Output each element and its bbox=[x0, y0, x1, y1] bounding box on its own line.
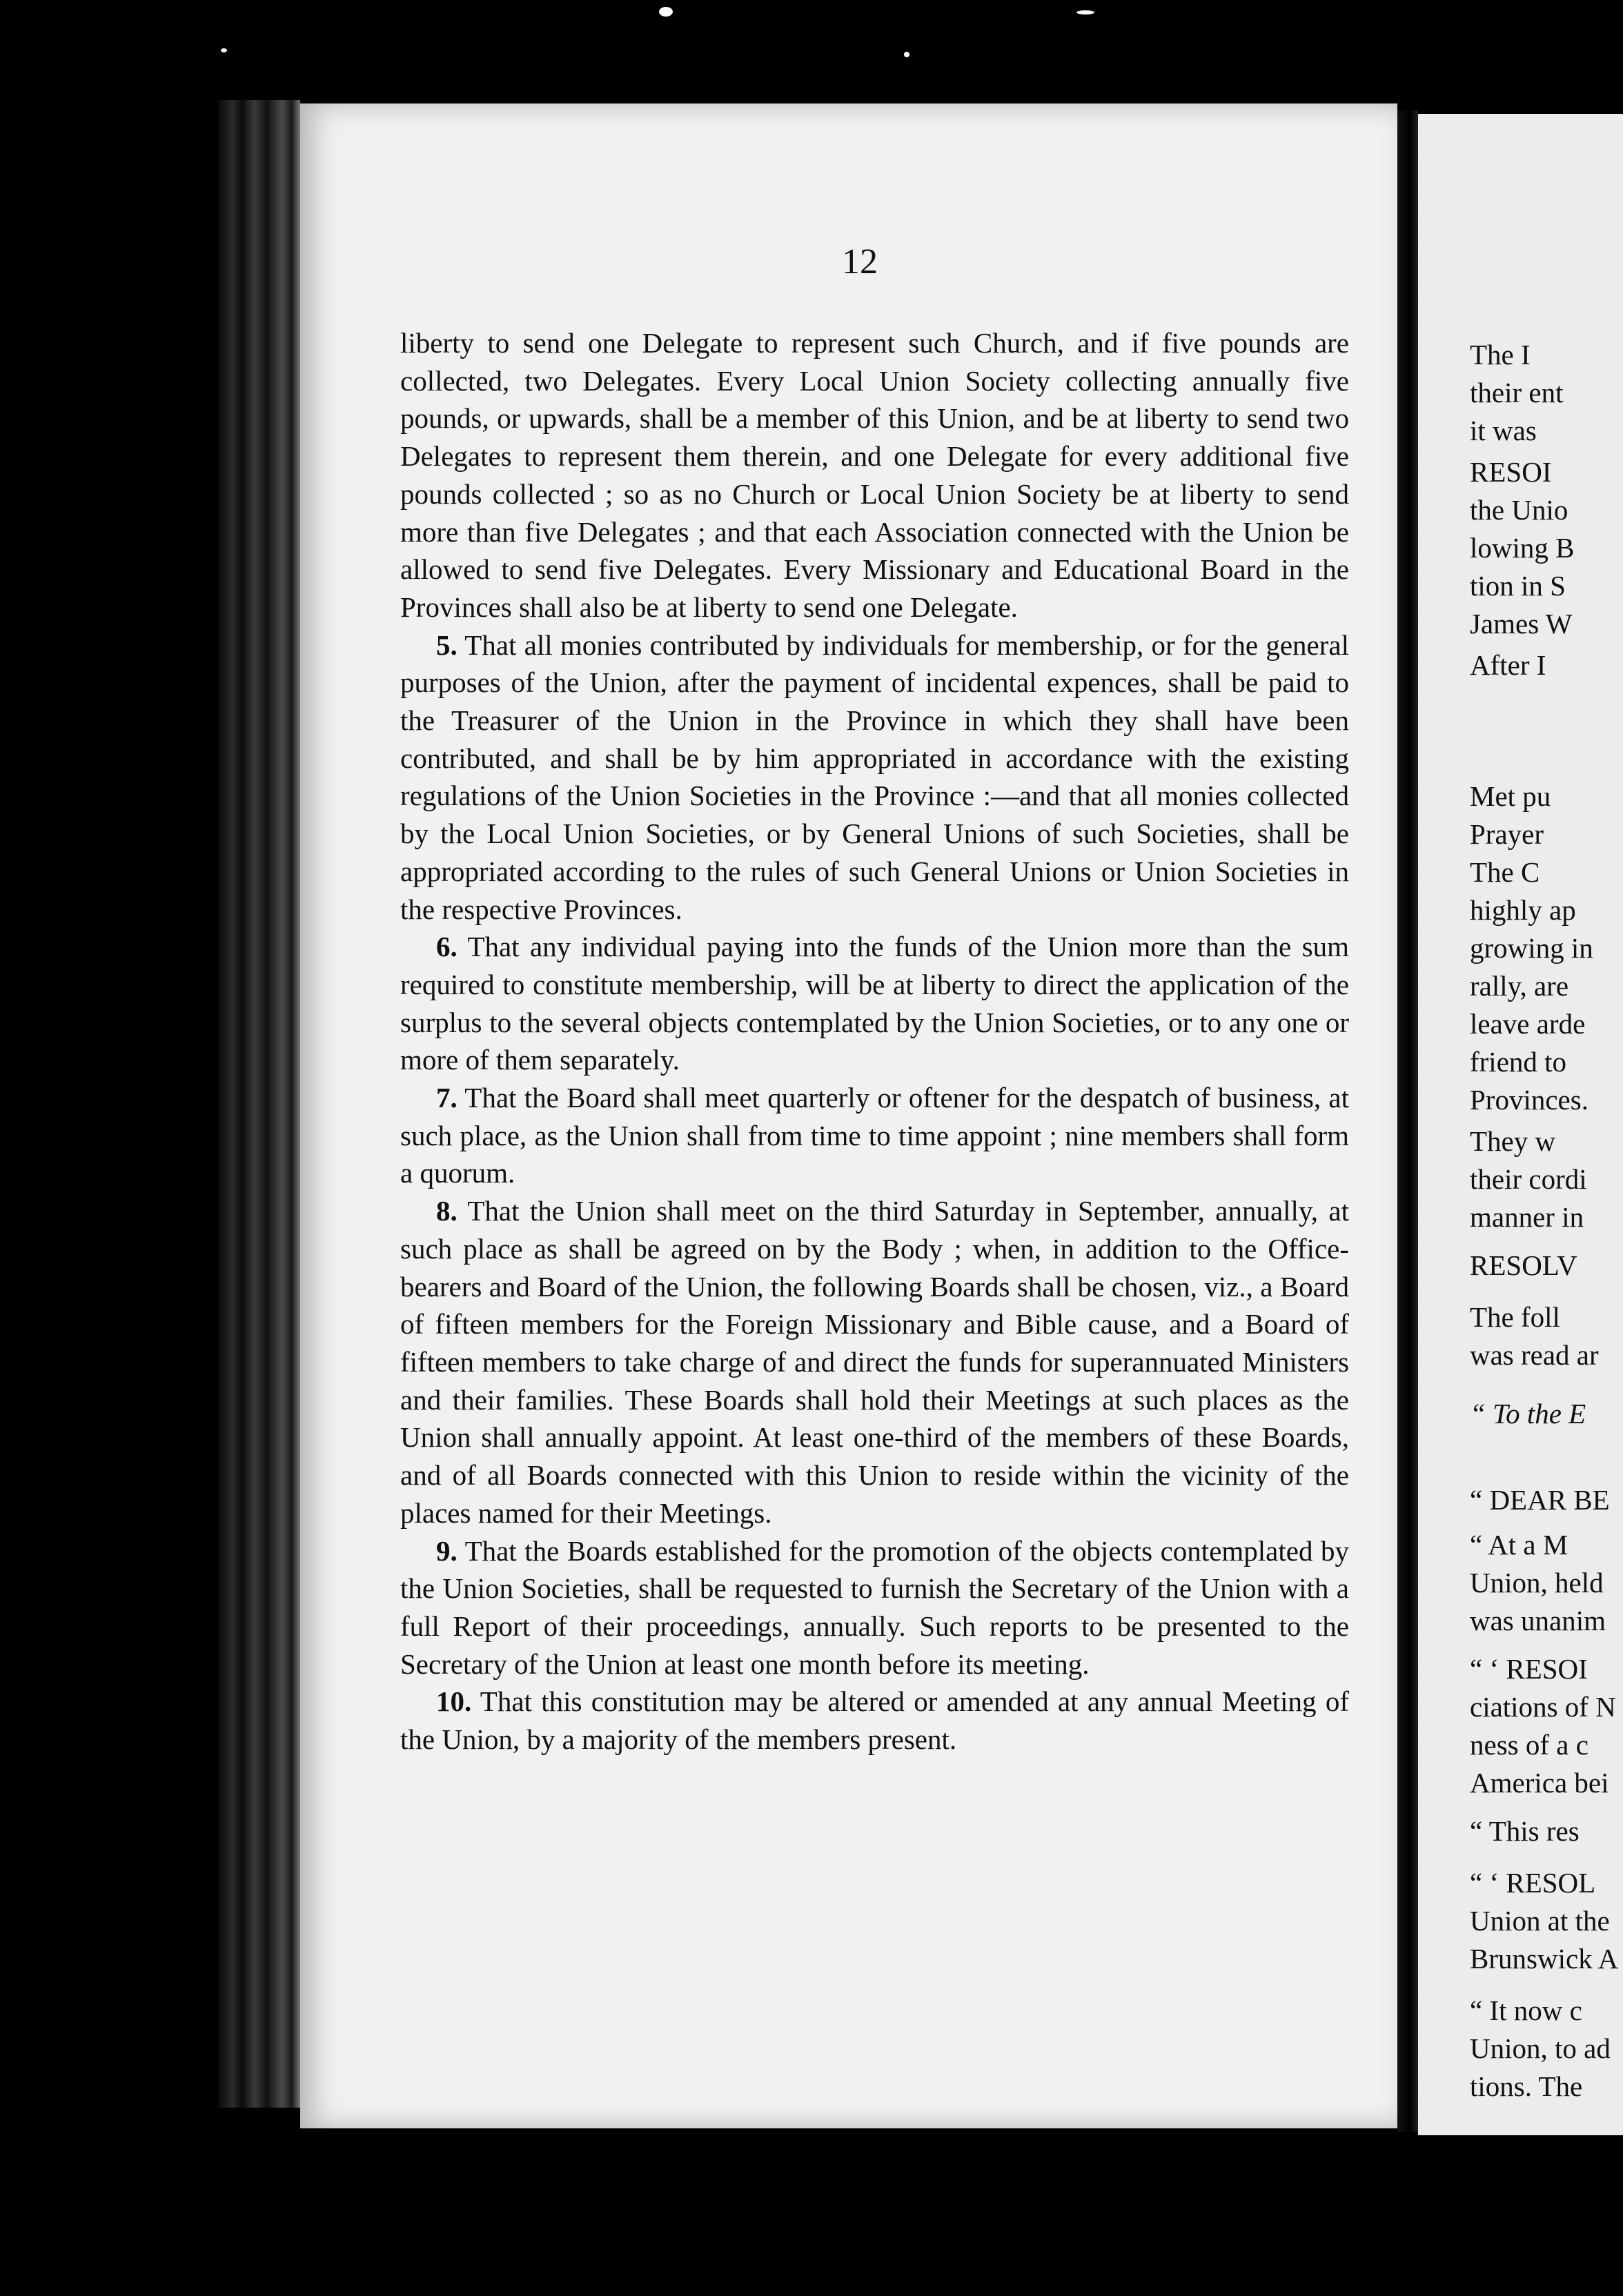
paragraph-5 bbox=[400, 626, 1349, 929]
scan-speck bbox=[904, 52, 909, 57]
right-page-line: Union, held bbox=[1470, 1567, 1604, 1599]
right-page-line: Provinces. bbox=[1470, 1084, 1588, 1116]
paragraph-continued bbox=[400, 324, 1349, 626]
right-page-line: “ ‘ RESOL bbox=[1470, 1867, 1596, 1899]
scan-speck bbox=[1076, 10, 1094, 14]
right-page-line: rally, are bbox=[1470, 970, 1569, 1002]
paragraph-text: That any individual paying into the funds of the Union more than the sum required to constitute membership, will be at liberty to direct the application of the surplus to the several objects contemplated by the Union Societies, or to any one or more of them separately. bbox=[400, 931, 1350, 1076]
right-page-line: James W bbox=[1470, 608, 1573, 640]
right-page-line: was unanim bbox=[1470, 1605, 1606, 1636]
right-page-line: Brunswick A bbox=[1470, 1943, 1619, 1975]
paragraph-6 bbox=[400, 928, 1349, 1079]
paragraph-9 bbox=[400, 1532, 1349, 1683]
right-page-line: The I bbox=[1470, 339, 1531, 370]
paragraph-7 bbox=[400, 1079, 1349, 1192]
paragraph-8 bbox=[400, 1192, 1349, 1532]
right-page-line: manner in bbox=[1470, 1201, 1584, 1233]
right-page-line: “ To the E bbox=[1470, 1398, 1586, 1429]
right-page-line: “ DEAR BE bbox=[1470, 1484, 1610, 1516]
right-page-line: their ent bbox=[1470, 377, 1564, 408]
paragraph-text: That all monies contributed by individuals for membership, or for the general purposes of the Union, after the payment of incidental expences, shall be paid to the Treasurer of the Union in the Province in which they shall have been contributed, and shall be by him appropriated in accordance with the existing regulations of the Union Societies in the Province :—and that all monies collected by the Local Union Societies, or by General Unions of such Societies, shall be appropriated according to the rules of such General Unions or Union Societies in the respective Provinces. bbox=[400, 629, 1349, 925]
right-page-line: America bei bbox=[1470, 1767, 1609, 1799]
page-gutter bbox=[1397, 110, 1418, 2132]
right-page-line: it was bbox=[1470, 415, 1537, 446]
right-page-line: Union, to ad bbox=[1470, 2032, 1611, 2064]
right-page-line: “ It now c bbox=[1470, 1995, 1582, 2026]
right-page-line: their cordi bbox=[1470, 1163, 1587, 1195]
right-page-line: ciations of N bbox=[1470, 1691, 1616, 1723]
right-page-line: After I bbox=[1470, 649, 1546, 681]
right-page-line: friend to bbox=[1470, 1046, 1567, 1078]
paragraph-number: 9. bbox=[436, 1534, 458, 1567]
right-page-line: highly ap bbox=[1470, 894, 1576, 926]
paragraph-text: That the Board shall meet quarterly or oftener for the despatch of business, at such place, as the Union shall from time to time appoint ; nine members shall form a quorum. bbox=[400, 1082, 1349, 1189]
paragraph-number: 5. bbox=[436, 629, 458, 661]
right-page-line: “ ‘ RESOI bbox=[1470, 1653, 1588, 1685]
book-spine bbox=[217, 100, 300, 2108]
paragraph-number: 8. bbox=[436, 1195, 458, 1227]
right-page-line: the Unio bbox=[1470, 494, 1568, 526]
right-page-line: The foll bbox=[1470, 1301, 1560, 1333]
right-page-line: “ This res bbox=[1470, 1815, 1580, 1847]
right-page-line: growing in bbox=[1470, 932, 1593, 964]
right-page-line: tions. The bbox=[1470, 2070, 1583, 2102]
page-body bbox=[400, 324, 1349, 1759]
paragraph-text: That this constitution may be altered or amended at any annual Meeting of the Union, by a majority of the members present. bbox=[400, 1685, 1349, 1756]
right-page-line: leave arde bbox=[1470, 1008, 1586, 1040]
paragraph-number: 6. bbox=[436, 931, 458, 963]
paragraph-number: 7. bbox=[436, 1082, 458, 1114]
right-page-line: Prayer bbox=[1470, 818, 1544, 850]
paragraph-10 bbox=[400, 1683, 1349, 1758]
right-page-line: was read ar bbox=[1470, 1339, 1599, 1371]
paragraph-text: That the Union shall meet on the third Saturday in September, annually, at such place as shall be agreed on by the Body ; when, in addition to the Office-bearers and Board of the Union, the following Boards shall be chosen, viz., a Board of fifteen members for the Foreign Missionary and Bible cause, and a Board of fifteen members to take charge of and direct the funds for superannuated Ministers and their families. These Boards shall hold their Meetings at such places as the Union shall annually appoint. At least one-third of the members of these Boards, and of all Boards connected with this Union to reside within the vicinity of the places named for their Meetings. bbox=[400, 1195, 1349, 1529]
paragraph-number: 10. bbox=[436, 1685, 472, 1718]
right-page-line: RESOLV bbox=[1470, 1249, 1577, 1281]
paragraph-text: liberty to send one Delegate to represent such Church, and if five pounds are collected, two Delegates. Every Local Union Society collecting annually five pounds, or upwards, shall be a member of this Union, and be at liberty to send two Delegates to represent them therein, and one Delegate for every additional five pounds collected ; so as no Church or Local Union Society be at liberty to send more than five Delegates ; and that each Association connected with the Union be allowed to send five Delegates. Every Missionary and Educational Board in the Provinces shall also be at liberty to send one Delegate. bbox=[400, 327, 1349, 623]
right-page-line: ness of a c bbox=[1470, 1729, 1588, 1761]
paragraph-text: That the Boards established for the promotion of the objects contemplated by the Union Societies, shall be requested to furnish the Secretary of the Union with a full Report of their proceedings, annually. Such reports to be presented to the Secretary of the Union at least one month before its meeting. bbox=[400, 1534, 1349, 1680]
right-page-line: Met pu bbox=[1470, 780, 1551, 812]
page-number: 12 bbox=[842, 242, 878, 281]
scan-speck bbox=[221, 48, 227, 52]
right-page-line: They w bbox=[1470, 1125, 1556, 1157]
right-page-line: RESOI bbox=[1470, 456, 1552, 488]
right-page-line: lowing B bbox=[1470, 532, 1575, 564]
right-page-line: The C bbox=[1470, 856, 1540, 888]
right-page-line: “ At a M bbox=[1470, 1529, 1568, 1561]
scan-speck bbox=[659, 7, 673, 17]
right-page-line: tion in S bbox=[1470, 570, 1566, 602]
right-page-line: Union at the bbox=[1470, 1905, 1610, 1937]
